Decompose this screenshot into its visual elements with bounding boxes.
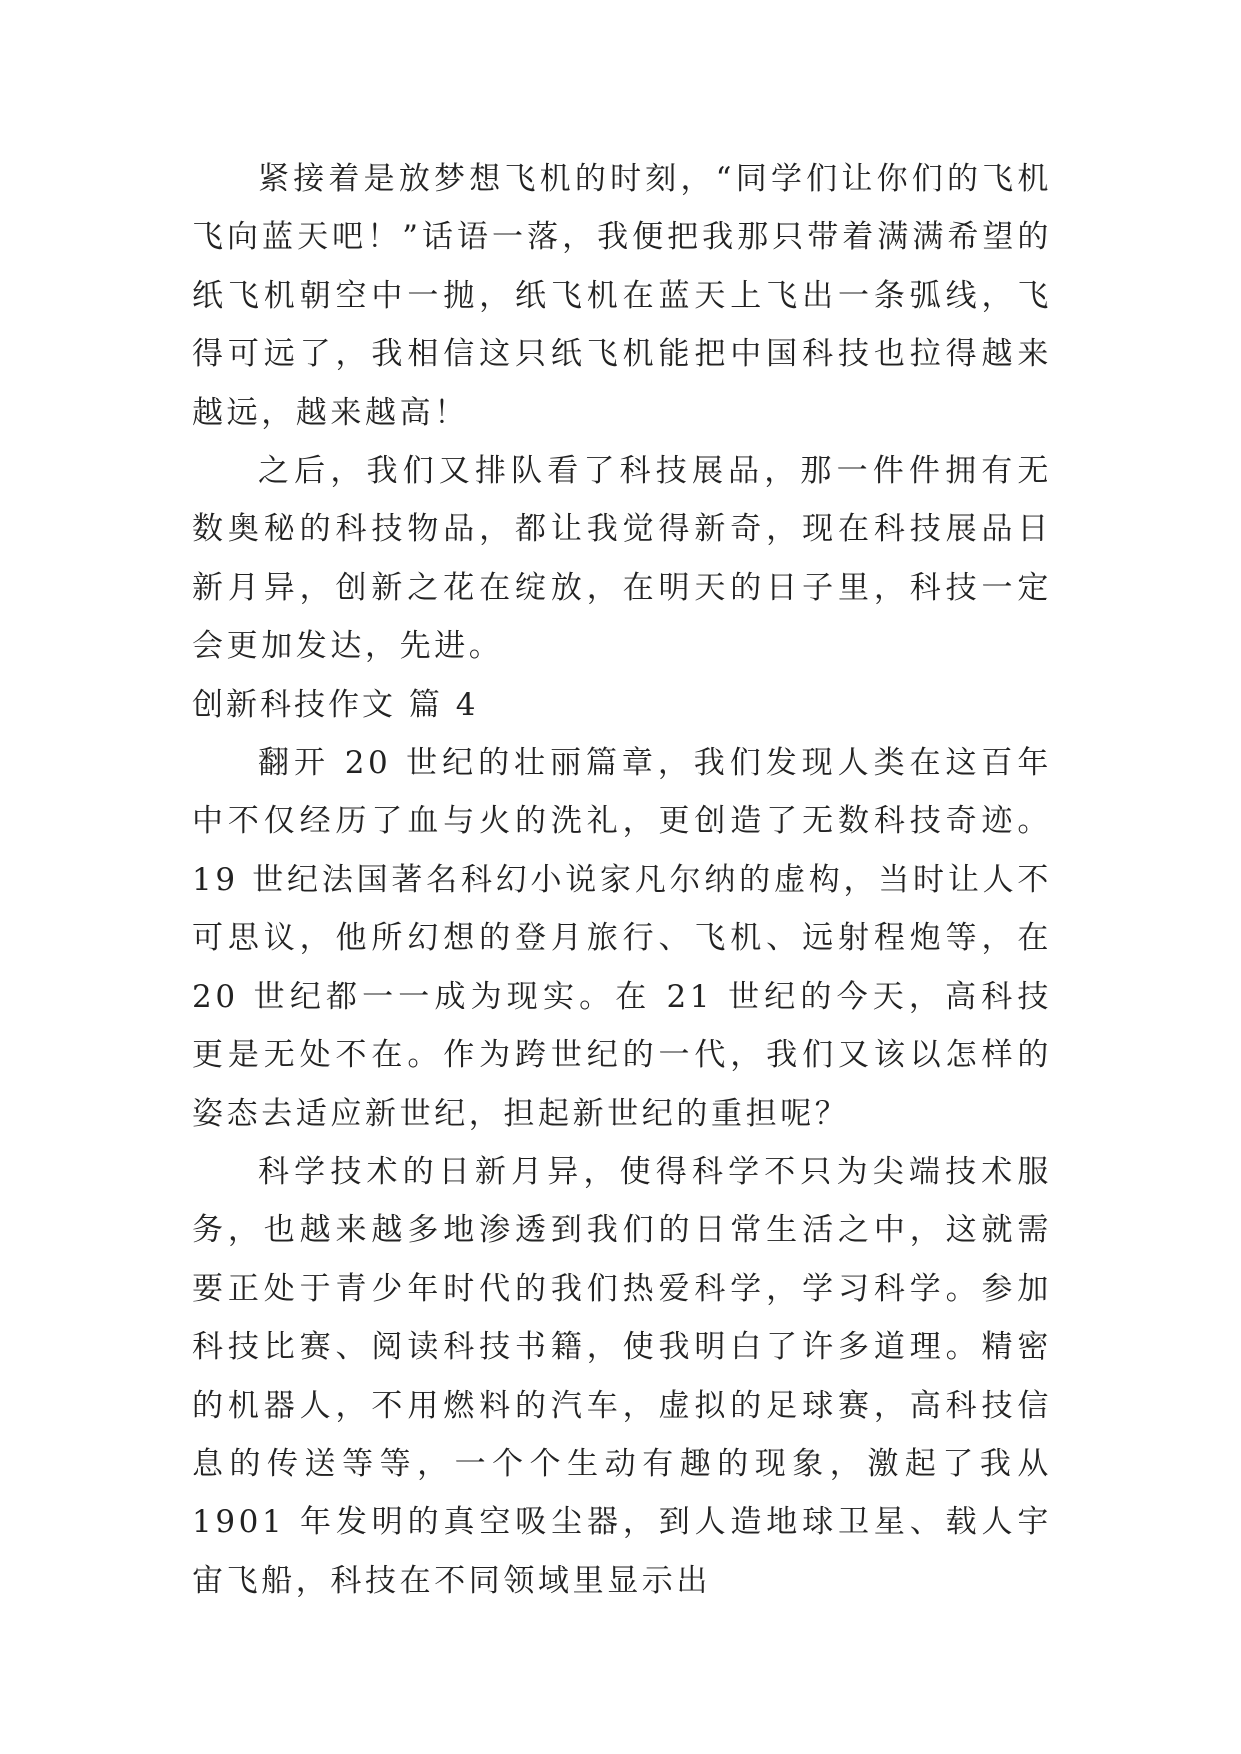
section-heading: 创新科技作文 篇 4 <box>192 686 479 723</box>
paragraph-paper-plane: 紧接着是放梦想飞机的时刻，“同学们让你们的飞机飞向蓝天吧！”话语一落，我便把我那只带着满满希望的纸飞机朝空中一抛，纸飞机在蓝天上飞出一条弧线，飞得可远了，我相信这只纸飞机能把中国科技也拉得越来越远，越来越高！ <box>192 161 1052 431</box>
paragraph-science-technology: 科学技术的日新月异，使得科学不只为尖端技术服务，也越来越多地渗透到我们的日常生活之中，这就需要正处于青少年时代的我们热爱科学，学习科学。参加科技比赛、阅读科技书籍，使我明白了许多道理。精密的机器人，不用燃料的汽车，虚拟的足球赛，高科技信息的传送等等，一个个生动有趣的现象，激起了我从 1901 年发明的真空吸尘器，到人造地球卫星、载人宇宙飞船，科技在不同领域里显示出 <box>192 1153 1052 1599</box>
paragraph-20th-century: 翻开 20 世纪的壮丽篇章，我们发现人类在这百年中不仅经历了血与火的洗礼，更创造了无数科技奇迹。19 世纪法国著名科幻小说家凡尔纳的虚构，当时让人不可思议，他所幻想的登月旅行、飞机、远射程炮等，在 20 世纪都一一成为现实。在 21 世纪的今天，高科技更是无处不在。作为跨世纪的一代，我们又该以怎样的姿态去适应新世纪，担起新世纪的重担呢？ <box>192 745 1052 1132</box>
paragraph-exhibits: 之后，我们又排队看了科技展品，那一件件拥有无数奥秘的科技物品，都让我觉得新奇，现在科技展品日新月异，创新之花在绽放，在明天的日子里，科技一定会更加发达，先进。 <box>192 453 1052 665</box>
document-page <box>192 150 1052 1610</box>
